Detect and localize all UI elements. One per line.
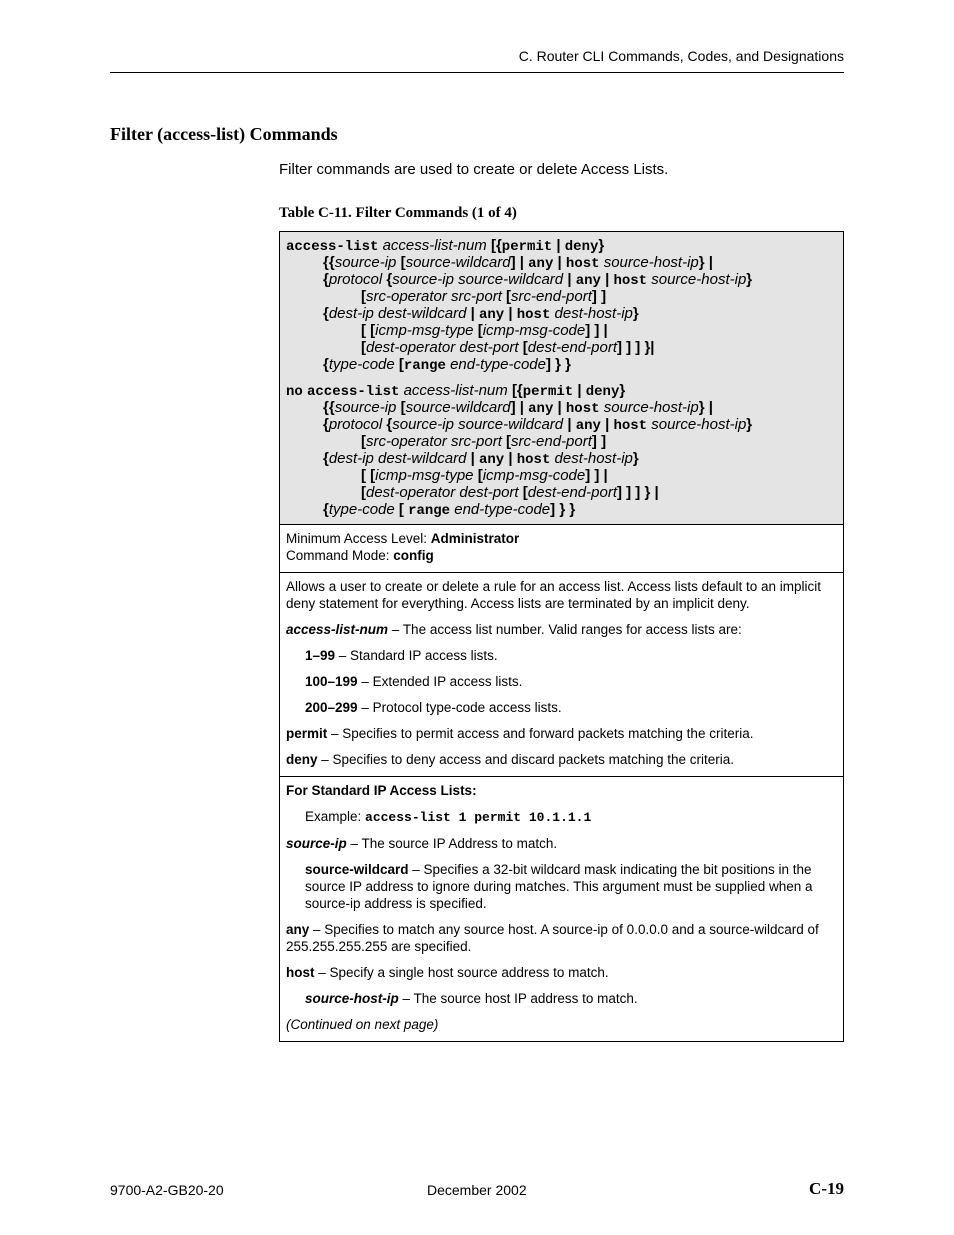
syntax-line: no access-list access-list-num [{permit | deny} — [286, 382, 626, 400]
syntax-cell — [280, 232, 843, 524]
range-item: 100–199 – Extended IP access lists. — [305, 674, 523, 689]
standard-ip-cell — [280, 776, 843, 1041]
syntax-line: [dest-operator dest-port [dest-end-port] ] ] } | — [361, 484, 659, 501]
source-ip-def: source-ip – The source IP Address to match. — [286, 836, 558, 851]
syntax-line: {{source-ip [source-wildcard] | any | host source-host-ip} | — [323, 254, 713, 272]
range-item: 1–99 – Standard IP access lists. — [305, 648, 498, 663]
table-caption: Table C-11. Filter Commands (1 of 4) — [279, 205, 517, 221]
footer-doc-number: 9700-A2-GB20-20 — [110, 1182, 224, 1198]
syntax-line: [ [icmp-msg-type [icmp-msg-code] ] | — [361, 467, 608, 484]
section-title: Filter (access-list) Commands — [110, 124, 338, 144]
syntax-line: access-list access-list-num [{permit | deny} — [286, 237, 605, 255]
syntax-line: [ [icmp-msg-type [icmp-msg-code] ] | — [361, 322, 608, 339]
access-level-line: Minimum Access Level: Administrator — [286, 531, 520, 546]
syntax-line: {protocol {source-ip source-wildcard | any | host source-host-ip} — [323, 271, 753, 289]
access-level-cell — [280, 524, 843, 572]
deny-def: deny – Specifies to deny access and discard packets matching the criteria. — [286, 752, 734, 767]
header-rule — [110, 72, 844, 73]
syntax-line: {{source-ip [source-wildcard] | any | host source-host-ip} | — [323, 399, 713, 417]
command-mode-line: Command Mode: config — [286, 548, 434, 563]
any-def: any – Specifies to match any source host. A source-ip of 0.0.0.0 and a source-wildcard of 255.255.255.255 are specified. — [286, 922, 819, 954]
source-wildcard-def: source-wildcard – Specifies a 32-bit wildcard mask indicating the bit positions in the source IP address to ignore during matches. This argument must be supplied when a source-ip address is specified. — [305, 862, 813, 911]
running-header: C. Router CLI Commands, Codes, and Designations — [518, 48, 844, 64]
syntax-line: {protocol {source-ip source-wildcard | any | host source-host-ip} — [323, 416, 753, 434]
syntax-line: {type-code [range end-type-code] } } — [323, 356, 571, 374]
description-cell — [280, 572, 843, 776]
syntax-line: [src-operator src-port [src-end-port] ] — [361, 288, 607, 305]
syntax-line: [dest-operator dest-port [dest-end-port] ] ] }| — [361, 339, 655, 356]
filter-commands-table — [279, 231, 844, 1042]
host-def: host – Specify a single host source address to match. — [286, 965, 609, 980]
syntax-line: {type-code [ range end-type-code] } } — [323, 501, 576, 519]
footer-date: December 2002 — [427, 1182, 527, 1198]
syntax-line: {dest-ip dest-wildcard | any | host dest-host-ip} — [323, 305, 639, 323]
access-list-num-def: access-list-num – The access list number. Valid ranges for access lists are: — [286, 622, 742, 637]
syntax-line: {dest-ip dest-wildcard | any | host dest-host-ip} — [323, 450, 639, 468]
standard-ip-heading: For Standard IP Access Lists: — [286, 783, 477, 798]
source-host-ip-def: source-host-ip – The source host IP address to match. — [305, 991, 638, 1006]
section-intro: Filter commands are used to create or delete Access Lists. — [279, 161, 669, 178]
overview-text: Allows a user to create or delete a rule for an access list. Access lists default to an implicit deny statement for everything. Access lists are terminated by an implicit deny. — [286, 579, 821, 611]
range-item: 200–299 – Protocol type-code access lists. — [305, 700, 562, 715]
continued-note: (Continued on next page) — [286, 1017, 439, 1032]
example-line: Example: access-list 1 permit 10.1.1.1 — [305, 809, 592, 825]
permit-def: permit – Specifies to permit access and forward packets matching the criteria. — [286, 726, 754, 741]
footer-page-number: C-19 — [809, 1179, 844, 1198]
syntax-line: [src-operator src-port [src-end-port] ] — [361, 433, 607, 450]
